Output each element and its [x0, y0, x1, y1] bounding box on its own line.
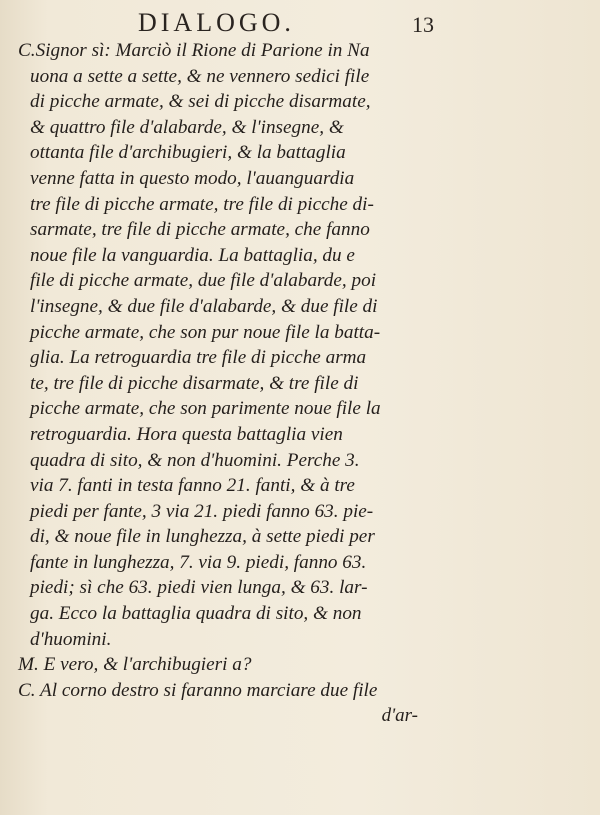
text-line: file di picche armate, due file d'alabarde, poi	[30, 270, 377, 292]
text-line: via 7. fanti in testa fanno 21. fanti, & à tre	[30, 475, 355, 497]
text-line: di picche armate, & sei di picche disarmate,	[30, 91, 371, 113]
text-line: picche armate, che son parimente noue file la	[30, 398, 381, 420]
text-line: C.Signor sì: Marciò il Rione di Parione in Na	[18, 40, 370, 61]
body-text	[18, 38, 438, 729]
text-line: fante in lunghezza, 7. via 9. piedi, fanno 63.	[30, 551, 367, 573]
text-line: tre file di picche armate, tre file di picche di-	[30, 193, 374, 215]
text-line: l'insegne, & due file d'alabarde, & due file di	[30, 295, 378, 317]
speaker-line: M. E vero, & l'archibugieri a?	[18, 654, 252, 676]
catchword: d'ar-	[381, 705, 418, 727]
text-line: & quattro file d'alabarde, & l'insegne, &	[30, 116, 344, 138]
text-line: picche armate, che son pur noue file la batta-	[30, 321, 381, 343]
text-line: quadra di sito, & non d'huomini. Perche 3.	[30, 449, 360, 471]
text-line: te, tre file di picche disarmate, & tre file di	[30, 372, 359, 394]
text-line: di, & noue file in lunghezza, à sette piedi per	[30, 526, 375, 548]
text-line: ottanta file d'archibugieri, & la battaglia	[30, 142, 346, 164]
text-line: piedi; sì che 63. piedi vien lunga, & 63. lar-	[30, 577, 368, 599]
text-line: sarmate, tre file di picche armate, che fanno	[30, 219, 370, 241]
page-number: 13	[412, 12, 434, 37]
text-line: piedi per fante, 3 via 21. piedi fanno 63. pie-	[30, 500, 374, 522]
text-line: ga. Ecco la battaglia quadra di sito, & non	[30, 603, 362, 625]
text-line: noue file la vanguardia. La battaglia, du e	[30, 244, 355, 266]
text-line: uona a sette a sette, & ne vennero sedici file	[30, 65, 370, 87]
page-header	[0, 6, 600, 40]
running-title: DIALOGO.	[138, 8, 295, 37]
catchword-row	[18, 703, 438, 729]
speaker-line: C. Al corno destro si faranno marciare due file	[18, 679, 378, 701]
text-line: retroguardia. Hora questa battaglia vien	[30, 423, 343, 445]
text-line: d'huomini.	[30, 628, 112, 650]
text-line: glia. La retroguardia tre file di picche arma	[30, 347, 367, 369]
text-line: venne fatta in questo modo, l'auanguardia	[30, 167, 355, 189]
